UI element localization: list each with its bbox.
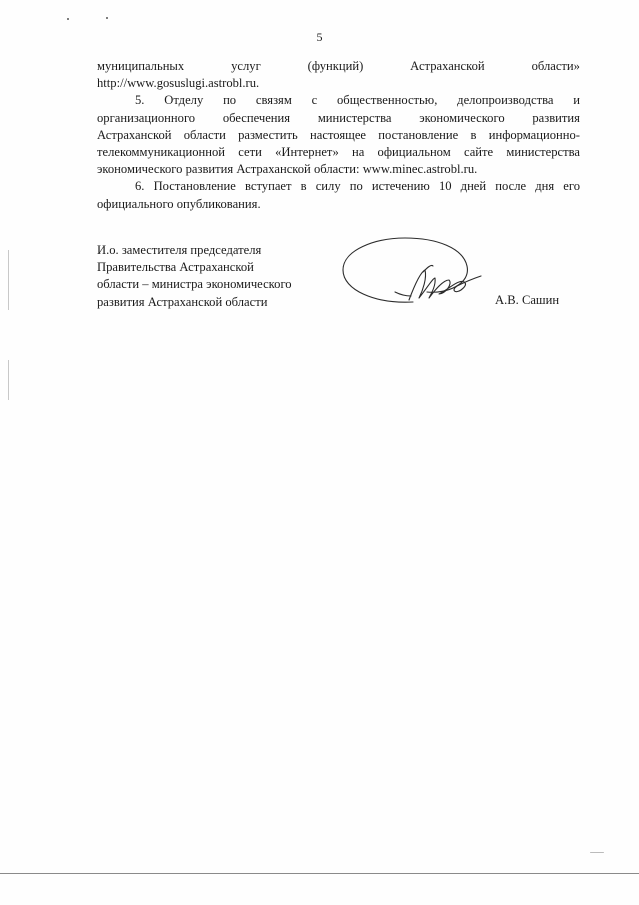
page-number: 5: [316, 30, 323, 44]
word: и: [573, 93, 580, 108]
scan-speck: [106, 17, 108, 19]
word: по: [223, 93, 237, 108]
handwritten-signature: [335, 232, 485, 312]
word: 5.: [135, 93, 145, 108]
word: Астраханской: [410, 59, 485, 73]
line-services: [97, 58, 580, 75]
word: организационного: [97, 110, 196, 125]
scan-edge-mark: [8, 250, 9, 310]
body-text: [97, 58, 580, 213]
url-line: http://www.gosuslugi.astrobl.ru.: [97, 76, 260, 91]
signatory-title-line: области – министра экономического: [97, 277, 292, 292]
word: муниципальных: [97, 59, 185, 73]
word: обеспечения: [222, 110, 291, 125]
item5-line1: [97, 92, 580, 109]
word: делопроизводства: [457, 93, 554, 108]
signatory-title-line: И.о. заместителя председателя: [97, 243, 262, 257]
word: области»: [531, 59, 580, 73]
word: министерства: [317, 110, 392, 125]
signatory-title: [97, 242, 292, 311]
signatory-title-line: развития Астраханской области: [97, 294, 268, 309]
page-bottom-edge: [0, 873, 639, 874]
word: общественностью,: [337, 93, 438, 108]
word: услуг: [231, 59, 261, 73]
word: (функций): [307, 59, 364, 73]
item5-line2: [97, 110, 580, 127]
word: развития: [532, 110, 580, 125]
word: Отделу: [164, 93, 204, 108]
scan-speck: [590, 852, 604, 853]
word: с: [311, 93, 318, 108]
signatory-title-line: Правительства Астраханской: [97, 260, 254, 275]
word: связям: [255, 93, 292, 108]
scan-speck: [67, 18, 69, 20]
item6-paragraph: 6. Постановление вступает в силу по истечению 10 дней после дня его официального опубликования.: [97, 179, 580, 211]
scan-edge-mark: [8, 360, 9, 400]
signatory-name: А.В. Сашин: [495, 293, 560, 307]
word: экономического: [419, 110, 505, 125]
item5-rest: Астраханской области разместить настоящее постановление в информационно-телекоммуникационной сети «Интернет» на официальном сайте министерства экономического развития Астраханской области: www.minec.astrobl.ru.: [97, 127, 580, 177]
